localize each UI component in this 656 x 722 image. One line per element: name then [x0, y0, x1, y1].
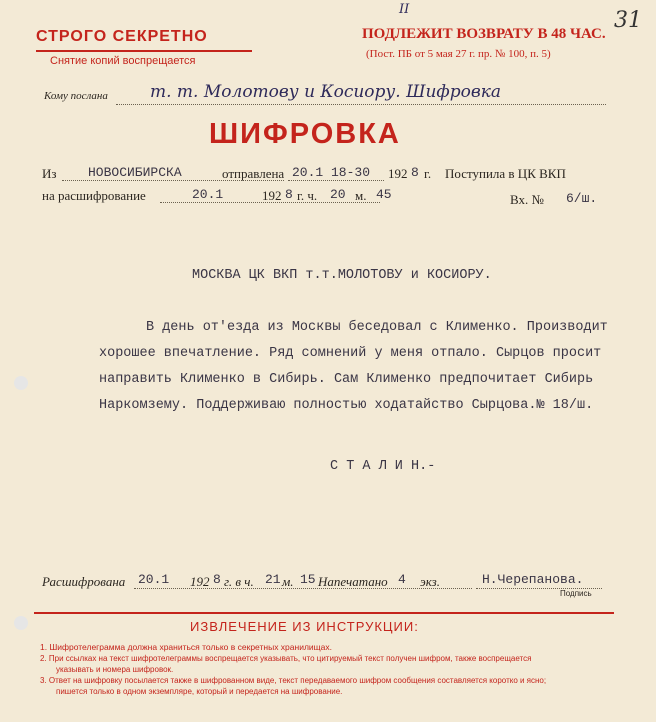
- instructions-rule: [34, 612, 614, 614]
- decode-date: 20.1: [192, 187, 224, 202]
- decode-min-label: м.: [355, 188, 367, 203]
- from-label: Из: [42, 166, 57, 181]
- decode-hour: 20: [330, 187, 346, 202]
- from-value: НОВОСИБИРСКА: [88, 165, 182, 180]
- printed-label: Напечатано: [318, 574, 388, 589]
- sent-year: 192: [388, 166, 408, 181]
- incoming-number: 6/ш.: [566, 191, 598, 206]
- decode-label: на расшифрование: [42, 188, 146, 203]
- return-reference: (Пост. ПБ от 5 мая 27 г. пр. № 100, п. 5): [366, 48, 551, 60]
- body-address: МОСКВА ЦК ВКП т.т.МОЛОТОВУ и КОСИОРУ.: [192, 268, 492, 283]
- sent-year-digit: 8: [411, 165, 419, 180]
- decode-hour-label: г. ч.: [297, 188, 318, 203]
- pencil-mark: II: [399, 2, 410, 17]
- decoded-label: Расшифрована: [42, 574, 126, 589]
- return-notice: ПОДЛЕЖИТ ВОЗВРАТУ В 48 ЧАС.: [362, 26, 606, 42]
- body-line: В день от'езда из Москвы беседовал с Клименко. Производит: [146, 320, 608, 335]
- instruction-item: указывать и номера шифровок.: [56, 665, 174, 674]
- received-label: Поступила в ЦК ВКП: [445, 166, 566, 181]
- doc-title: ШИФРОВКА: [209, 118, 401, 150]
- decode-min: 45: [376, 187, 392, 202]
- body-line: хорошее впечатление. Ряд сомнений у меня отпало. Сырцов просит: [99, 346, 602, 361]
- body-signature: С Т А Л И Н.-: [330, 459, 436, 474]
- no-copies-notice: Снятие копий воспрещается: [50, 55, 196, 67]
- decoded-min: 15: [300, 572, 316, 587]
- decoded-hour: 21: [265, 572, 281, 587]
- decode-year-digit: 8: [285, 187, 293, 202]
- instruction-item: пишется только в одном экземпляре, который и передается на шифрование.: [56, 687, 343, 696]
- incoming-label: Вх. №: [510, 192, 544, 207]
- decoded-date: 20.1: [138, 572, 170, 587]
- copies-label: экз.: [420, 574, 440, 589]
- instruction-item: 3. Ответ на шифровку посылается также в шифрованном виде, текст передаваемого шифром сообщения составляется коротко и ясно;: [40, 676, 547, 685]
- classification-stamp: СТРОГО СЕКРЕТНО: [36, 28, 208, 45]
- instruction-item: 2. При ссылках на текст шифротелеграммы воспрещается указывать, что цитируемый текст получен шифром, также воспрещается: [40, 654, 532, 663]
- addressee-handwritten: т. т. Молотову и Косиору. Шифровка: [150, 82, 502, 102]
- instructions-title: ИЗВЛЕЧЕНИЕ ИЗ ИНСТРУКЦИИ:: [190, 619, 419, 634]
- printed-count: 4: [398, 572, 406, 587]
- sent-label: отправлена: [222, 166, 285, 181]
- sent-value: 20.1 18-30: [292, 165, 371, 180]
- stamp-underline: [36, 50, 252, 52]
- sheet-number: 31: [614, 8, 642, 33]
- sent-year-suffix: г.: [424, 166, 432, 181]
- punch-hole: [14, 376, 28, 390]
- decoded-year: 192: [190, 574, 210, 589]
- signature-label: Подпись: [560, 589, 592, 598]
- addressee-label: Кому послана: [44, 90, 108, 102]
- decoder-name: Н.Черепанова.: [482, 572, 584, 587]
- decoded-year-digit: 8: [213, 572, 221, 587]
- instruction-item: 1. Шифротелеграмма должна храниться только в секретных хранилищах.: [40, 642, 332, 652]
- addressee-line: [116, 104, 606, 105]
- body-line: направить Клименко в Сибирь. Сам Клименко предпочитает Сибирь: [99, 372, 594, 387]
- decoded-min-label: м.: [282, 574, 294, 589]
- sent-line: [288, 180, 384, 181]
- punch-hole: [14, 616, 28, 630]
- decoded-hour-label: г. в ч.: [224, 574, 254, 589]
- decode-year: 192: [262, 188, 282, 203]
- body-line: Наркомзему. Поддерживаю полностью ходатайство Сырцова.№ 18/ш.: [99, 398, 594, 413]
